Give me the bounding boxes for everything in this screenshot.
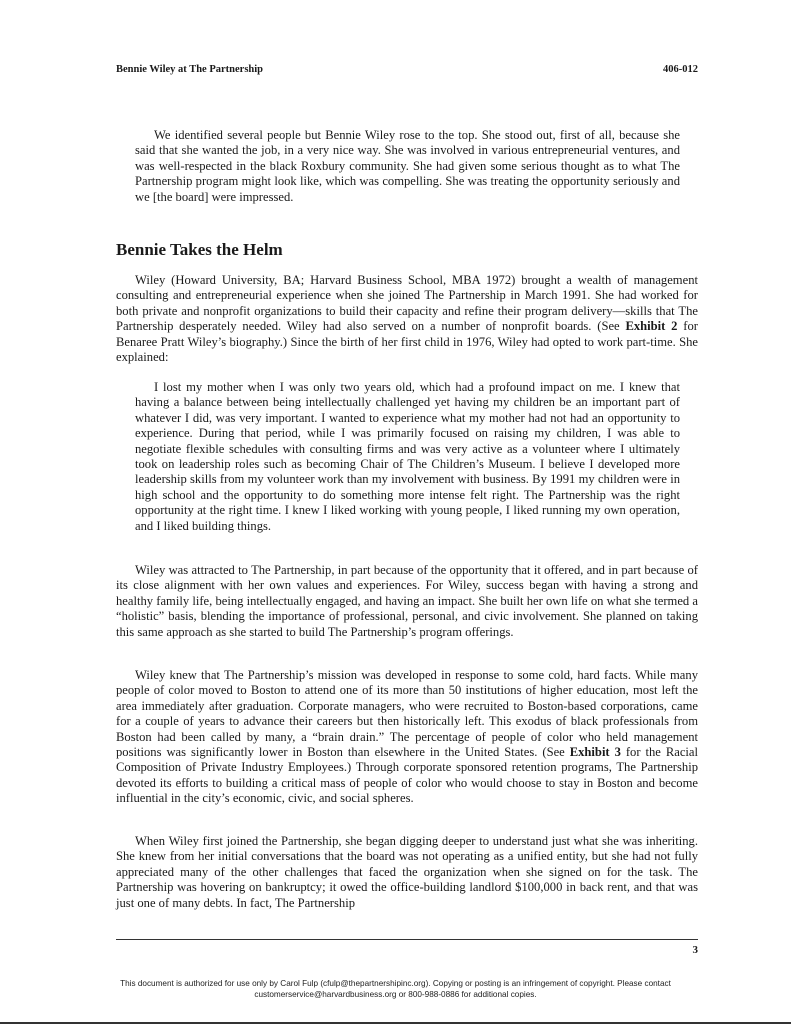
body-paragraph-1: [116, 273, 698, 365]
header-title: Bennie Wiley at The Partnership: [116, 64, 264, 75]
section-heading: Bennie Takes the Helm: [116, 240, 283, 259]
exhibit-2-reference: Exhibit 2: [625, 319, 678, 334]
block-quote-board: [135, 128, 680, 205]
quote-paragraph: We identified several people but Bennie Wiley rose to the top. She stood out, first of all, because she said that she wanted the job, in a very nice way. She was involved in various entrepreneurial ventures, and was well-respected in the black Roxbury community. She had given some serious thought as to what The Partnership program might look like, which was compelling. She was treating the opportunity seriously and we [the board] were impressed.: [135, 128, 680, 204]
footer-divider: [116, 939, 698, 940]
block-quote-wiley: [135, 380, 680, 534]
para3-text-a: Wiley knew that The Partnership’s mission was developed in response to some cold, hard facts. While many people of color moved to Boston to attend one of its more than 50 institutions of higher education, most left the area immediately after graduation. Corporate managers, who were recruited to Boston-based corporations, came for a couple of years to advance their careers but then historically left. This exodus of black professionals from Boston had been called by many, a “brain drain.” The percentage of people of color who held management positions was significantly lower in Boston than elsewhere in the United States. (See: [116, 668, 698, 760]
para3-text-b: for the Racial Composition of Private Industry Employees.) Through corporate sponsored retention programs, The Partnership devoted its efforts to building a critical mass of people of color who would choose to stay in Boston and become influential in the city’s economic, civic, and social spheres.: [116, 745, 698, 806]
footer-line-1: This document is authorized for use only by Carol Fulp (cfulp@thepartnershipinc.org). Copying or posting is an infringement of copyright. Please contact: [120, 979, 671, 988]
copyright-footer: [40, 978, 751, 1000]
footer-line-2: customerservice@harvardbusiness.org or 800-988-0886 for additional copies.: [254, 990, 537, 999]
running-header: [116, 64, 698, 75]
body-paragraph-4: When Wiley first joined the Partnership, she began digging deeper to understand just what she was inheriting. She knew from her initial conversations that the board was not operating as a unified entity, but she had not fully appreciated many of the other challenges that faced the organization when she signed on for the task. The Partnership was hovering on bankruptcy; it owed the office-building landlord $100,000 in back rent, and that was just one of many debts. In fact, The Partnership: [116, 834, 698, 910]
quote-paragraph: I lost my mother when I was only two years old, which had a profound impact on me. I knew that having a balance between being intellectually challenged yet having my children be an important part of whatever I did, was very important. I wanted to experience what my mother had not had an opportunity to experience. During that period, while I was primarily focused on raising my children, I was able to negotiate flexible schedules with consulting firms and was very active as a volunteer where I ultimately took on leadership roles such as becoming Chair of The Children’s Museum. I believe I developed more leadership skills from my volunteer work than my involvement with business. By 1991 my children were in high school and the opportunity to do something more intense felt right. The Partnership was the right opportunity at the right time. I knew I liked working with young people, I liked running my own operation, and I liked building things.: [135, 380, 680, 533]
para1-text-b: for Benaree Pratt Wiley’s biography.) Since the birth of her first child in 1976, Wiley had opted to work part-time. She explained:: [116, 319, 698, 365]
body-paragraph-2: Wiley was attracted to The Partnership, in part because of the opportunity that it offered, and in part because of its close alignment with her own values and experiences. For Wiley, success began with having a strong and healthy family life, being intellectually engaged, and having an impact. She built her own life on what she termed a “holistic” basis, blending the importance of professional, personal, and civic involvement. She planned on taking this same approach as she started to build The Partnership’s program offerings.: [116, 563, 698, 639]
exhibit-3-reference: Exhibit 3: [569, 745, 621, 760]
page-number: 3: [692, 944, 698, 956]
body-paragraph-3: [116, 668, 698, 807]
para1-text-a: Wiley (Howard University, BA; Harvard Business School, MBA 1972) brought a wealth of management consulting and entrepreneurial experience when she joined The Partnership in March 1991. She had worked for both private and nonprofit organizations to build their capacity and refine their program delivery—skills that The Partnership desperately needed. Wiley had also served on a number of nonprofit boards. (See: [116, 273, 698, 334]
header-doc-number: 406-012: [663, 64, 698, 75]
